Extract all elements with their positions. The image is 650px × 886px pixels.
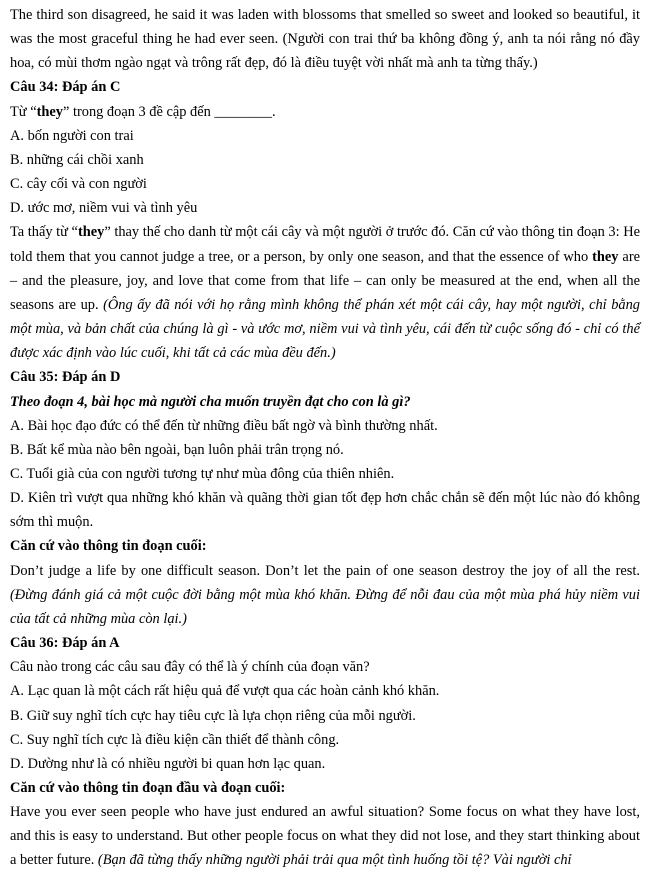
q34-option-b: B. những cái chồi xanh bbox=[10, 151, 144, 168]
q34-question-pre-run: Từ “ bbox=[10, 103, 37, 120]
q36-question: Câu nào trong các câu sau đây có thể là ý chính của đoạn văn? bbox=[10, 659, 370, 676]
q34-option-d: D. ước mơ, niềm vui và tình yêu bbox=[10, 200, 198, 217]
q34-option-a: A. bốn người con trai bbox=[10, 127, 134, 144]
q34-explanation bbox=[10, 220, 640, 365]
q34-expl-run-4: are – and the pleasure, joy, and love that come from that life – can only be measured at the end, when all the seasons are up. bbox=[10, 248, 640, 313]
q34-expl-vietnamese-run: (Ông ấy đã nói với họ rằng mình không thể phán xét một cái cây, hay một người, chỉ bằng một mùa, và bản chất của chúng là gì - và ước mơ, niềm vui và tình yêu, cái đến từ cuộc sống đó - chỉ có thể được xác định vào lúc cuối, khi tất cả các mùa đều đến.) bbox=[10, 296, 640, 362]
passage-paragraph bbox=[10, 3, 640, 75]
q34-expl-run-2: ” thay thế cho danh từ một cái cây và một người ở trước đó. Căn cứ vào thông tin đoạn 3: He told them that you cannot judge a tree, or a person, by only one season, and that the essence of who bbox=[10, 224, 640, 265]
q35-expl-english-run: Don’t judge a life by one difficult season. Don’t let the pain of one season destroy the joy of all the rest. bbox=[10, 562, 640, 579]
q36-option-d: D. Dường như là có nhiều người bi quan hơn lạc quan. bbox=[10, 755, 326, 772]
q34-question-keyword-run: they bbox=[36, 103, 63, 120]
passage-english-run: The third son disagreed, he said it was laden with blossoms that smelled so sweet and looked so beautiful, it was the most graceful thing he had ever seen. bbox=[10, 7, 640, 48]
q35-heading: Câu 35: Đáp án D bbox=[10, 369, 121, 386]
q35-option-b: B. Bất kể mùa nào bên ngoài, bạn luôn phải trân trọng nó. bbox=[10, 441, 344, 458]
q36-option-b: B. Giữ suy nghĩ tích cực hay tiêu cực là lựa chọn riêng của mỗi người. bbox=[10, 707, 416, 724]
q36-heading: Câu 36: Đáp án A bbox=[10, 635, 120, 652]
q35-option-c: C. Tuổi già của con người tương tự như mùa đông của thiên nhiên. bbox=[10, 465, 395, 482]
q35-option-d: D. Kiên trì vượt qua những khó khăn và quãng thời gian tốt đẹp hơn chắc chắn sẽ đến một lúc nào đó không sớm thì muộn. bbox=[10, 490, 640, 531]
q35-expl-vietnamese-run: (Đừng đánh giá cả một cuộc đời bằng một mùa khó khăn. Đừng để nỗi đau của một mùa phá hủy niềm vui của tất cả những mùa còn lại.) bbox=[10, 586, 640, 627]
q34-expl-keyword-run-1: they bbox=[77, 224, 105, 241]
q34-expl-keyword-run-3: they bbox=[592, 248, 619, 265]
q36-expl-vietnamese-run: (Bạn đã từng thấy những người phải trải qua một tình huống tồi tệ? Vài người chỉ bbox=[97, 852, 572, 869]
q35-explanation bbox=[10, 559, 640, 631]
q35-option-a: A. Bài học đạo đức có thể đến từ những điều bất ngờ và bình thường nhất. bbox=[10, 417, 438, 434]
q36-option-c: C. Suy nghĩ tích cực là điều kiện cần thiết để thành công. bbox=[10, 731, 340, 748]
q35-note-heading: Căn cứ vào thông tin đoạn cuối: bbox=[10, 538, 207, 555]
q36-note-heading: Căn cứ vào thông tin đoạn đầu và đoạn cuối: bbox=[10, 780, 286, 796]
passage-vietnamese-run: (Người con trai thứ ba không đồng ý, anh ta nói rằng nó đầy hoa, có mùi thơm ngào ngạt và trông rất đẹp, đó là điều tuyệt vời nhất mà anh ta từng thấy.) bbox=[10, 31, 640, 72]
q35-question: Theo đoạn 4, bài học mà người cha muốn truyền đạt cho con là gì? bbox=[10, 393, 411, 410]
q34-expl-run-0: Ta thấy từ “ bbox=[10, 224, 78, 241]
q34-question-post-run: ” trong đoạn 3 đề cập đến ________. bbox=[62, 103, 276, 120]
q36-explanation bbox=[10, 800, 640, 872]
q34-heading: Câu 34: Đáp án C bbox=[10, 79, 121, 96]
q34-question bbox=[10, 100, 640, 124]
q36-option-a: A. Lạc quan là một cách rất hiệu quả để vượt qua các hoàn cảnh khó khăn. bbox=[10, 683, 440, 700]
q36-expl-english-run: Have you ever seen people who have just endured an awful situation? Some focus on what they have lost, and this is easy to understand. But other people focus on what they did not lose, and they start thinking about a better future. bbox=[10, 804, 640, 869]
q34-option-c: C. cây cối và con người bbox=[10, 176, 147, 193]
